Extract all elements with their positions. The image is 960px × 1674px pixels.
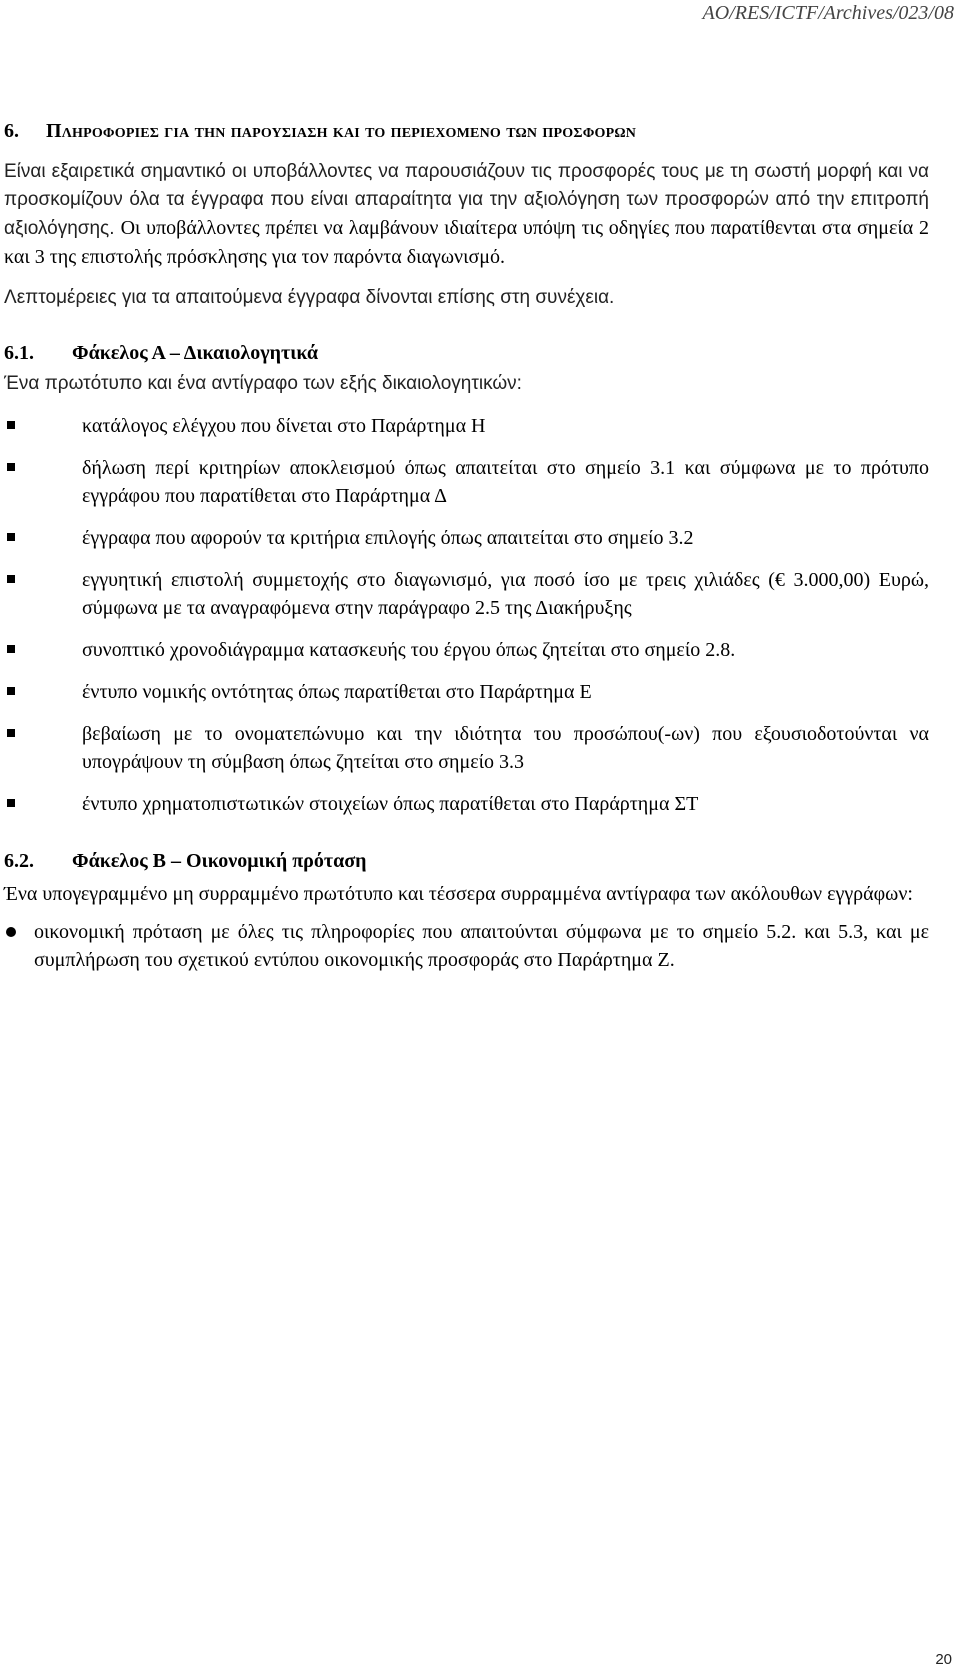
subsection-a-number: 6.1. xyxy=(4,342,34,364)
subsection-b-number: 6.2. xyxy=(4,850,34,872)
subsection-a-heading xyxy=(4,340,929,366)
document-reference: AO/RES/ICTF/Archives/023/08 xyxy=(702,2,954,24)
intro-paragraph-part-2: Οι υποβάλλοντες πρέπει να λαμβάνουν ιδιαίτερα υπόψη τις οδηγίες που παρατίθενται στα σημεία 2 και 3 της επιστολής πρόσκλησης για τον παρόντα διαγωνισμό. xyxy=(4,217,929,268)
documents-list-a xyxy=(4,412,929,818)
square-bullet-icon xyxy=(4,720,82,776)
list-item xyxy=(4,790,929,818)
square-bullet-icon xyxy=(4,566,82,622)
list-item-text: έντυπο νομικής οντότητας όπως παρατίθεται στο Παράρτημα Ε xyxy=(82,681,592,703)
square-bullet-icon xyxy=(4,678,82,706)
intro-paragraph xyxy=(4,158,929,272)
square-bullet-icon xyxy=(4,524,82,552)
subsection-a-intro: Ένα πρωτότυπο και ένα αντίγραφο των εξής δικαιολογητικών: xyxy=(4,373,522,394)
subsection-b-heading xyxy=(4,848,929,874)
intro-paragraph-part-1: Είναι εξαιρετικά σημαντικό οι υποβάλλοντες να παρουσιάζουν τις προσφορές τους με τη σωστή μορφή και να προσκομίζουν όλα τα έγγραφα που είναι απαραίτητα για την αξιολόγηση των προσφορών από την επιτροπή αξιολόγησης. xyxy=(4,161,929,239)
subsection-a-title: Φάκελος Α – Δικαιολογητικά xyxy=(72,342,319,364)
list-item xyxy=(4,636,929,664)
square-bullet-icon xyxy=(4,636,82,664)
subsection-b-title: Φάκελος Β – Οικονομική πρόταση xyxy=(72,850,367,872)
list-item xyxy=(4,454,929,510)
list-item xyxy=(4,918,929,974)
page-number: 20 xyxy=(935,1651,952,1668)
list-item-text: έντυπο χρηματοπιστωτικών στοιχείων όπως παρατίθεται στο Παράρτημα ΣΤ xyxy=(82,793,699,815)
document-body xyxy=(4,118,929,974)
square-bullet-icon xyxy=(4,790,82,818)
subsection-b-intro: Ένα υπογεγραμμένο μη συρραμμένο πρωτότυπο και τέσσερα συρραμμένα αντίγραφα των ακόλουθων εγγράφων: xyxy=(4,883,913,905)
section-number: 6. xyxy=(4,120,19,142)
list-item-text: κατάλογος ελέγχου που δίνεται στο Παράρτημα Η xyxy=(82,415,486,437)
details-paragraph: Λεπτομέρειες για τα απαιτούμενα έγγραφα δίνονται επίσης στη συνέχεια. xyxy=(4,287,615,308)
list-item xyxy=(4,566,929,622)
round-bullet-icon xyxy=(4,918,34,974)
list-item-text: συνοπτικό χρονοδιάγραμμα κατασκευής του έργου όπως ζητείται στο σημείο 2.8. xyxy=(82,639,736,661)
list-item xyxy=(4,524,929,552)
list-item-text: οικονομική πρόταση με όλες τις πληροφορίες που απαιτούνται σύμφωνα με το σημείο 5.2. και 5.3, και με συμπλήρωση του σχετικού εντύπου οικονομικής προσφοράς στο Παράρτημα Ζ. xyxy=(34,921,929,971)
section-heading xyxy=(4,118,929,144)
list-item-text: δήλωση περί κριτηρίων αποκλεισμού όπως απαιτείται στο σημείο 3.1 και σύμφωνα με το πρότυπο εγγράφου που παρατίθεται στο Παράρτημα Δ xyxy=(82,457,929,507)
section-title: Πληροφοριες για την παρουσιαση και το περιεχομενο των προσφορων xyxy=(46,120,637,142)
list-item-text: βεβαίωση με το ονοματεπώνυμο και την ιδιότητα του προσώπου(-ων) που εξουσιοδοτούνται να υπογράψουν τη σύμβαση όπως ζητείται στο σημείο 3.3 xyxy=(82,723,929,773)
list-item-text: έγγραφα που αφορούν τα κριτήρια επιλογής όπως απαιτείται στο σημείο 3.2 xyxy=(82,527,694,549)
square-bullet-icon xyxy=(4,412,82,440)
list-item xyxy=(4,720,929,776)
list-item xyxy=(4,412,929,440)
list-item xyxy=(4,678,929,706)
list-item-text: εγγυητική επιστολή συμμετοχής στο διαγωνισμό, για ποσό ίσο με τρεις χιλιάδες (€ 3.000,00) Ευρώ, σύμφωνα με τα αναγραφόμενα στην παράγραφο 2.5 της Διακήρυξης xyxy=(82,569,929,619)
documents-list-b xyxy=(4,918,929,974)
square-bullet-icon xyxy=(4,454,82,510)
